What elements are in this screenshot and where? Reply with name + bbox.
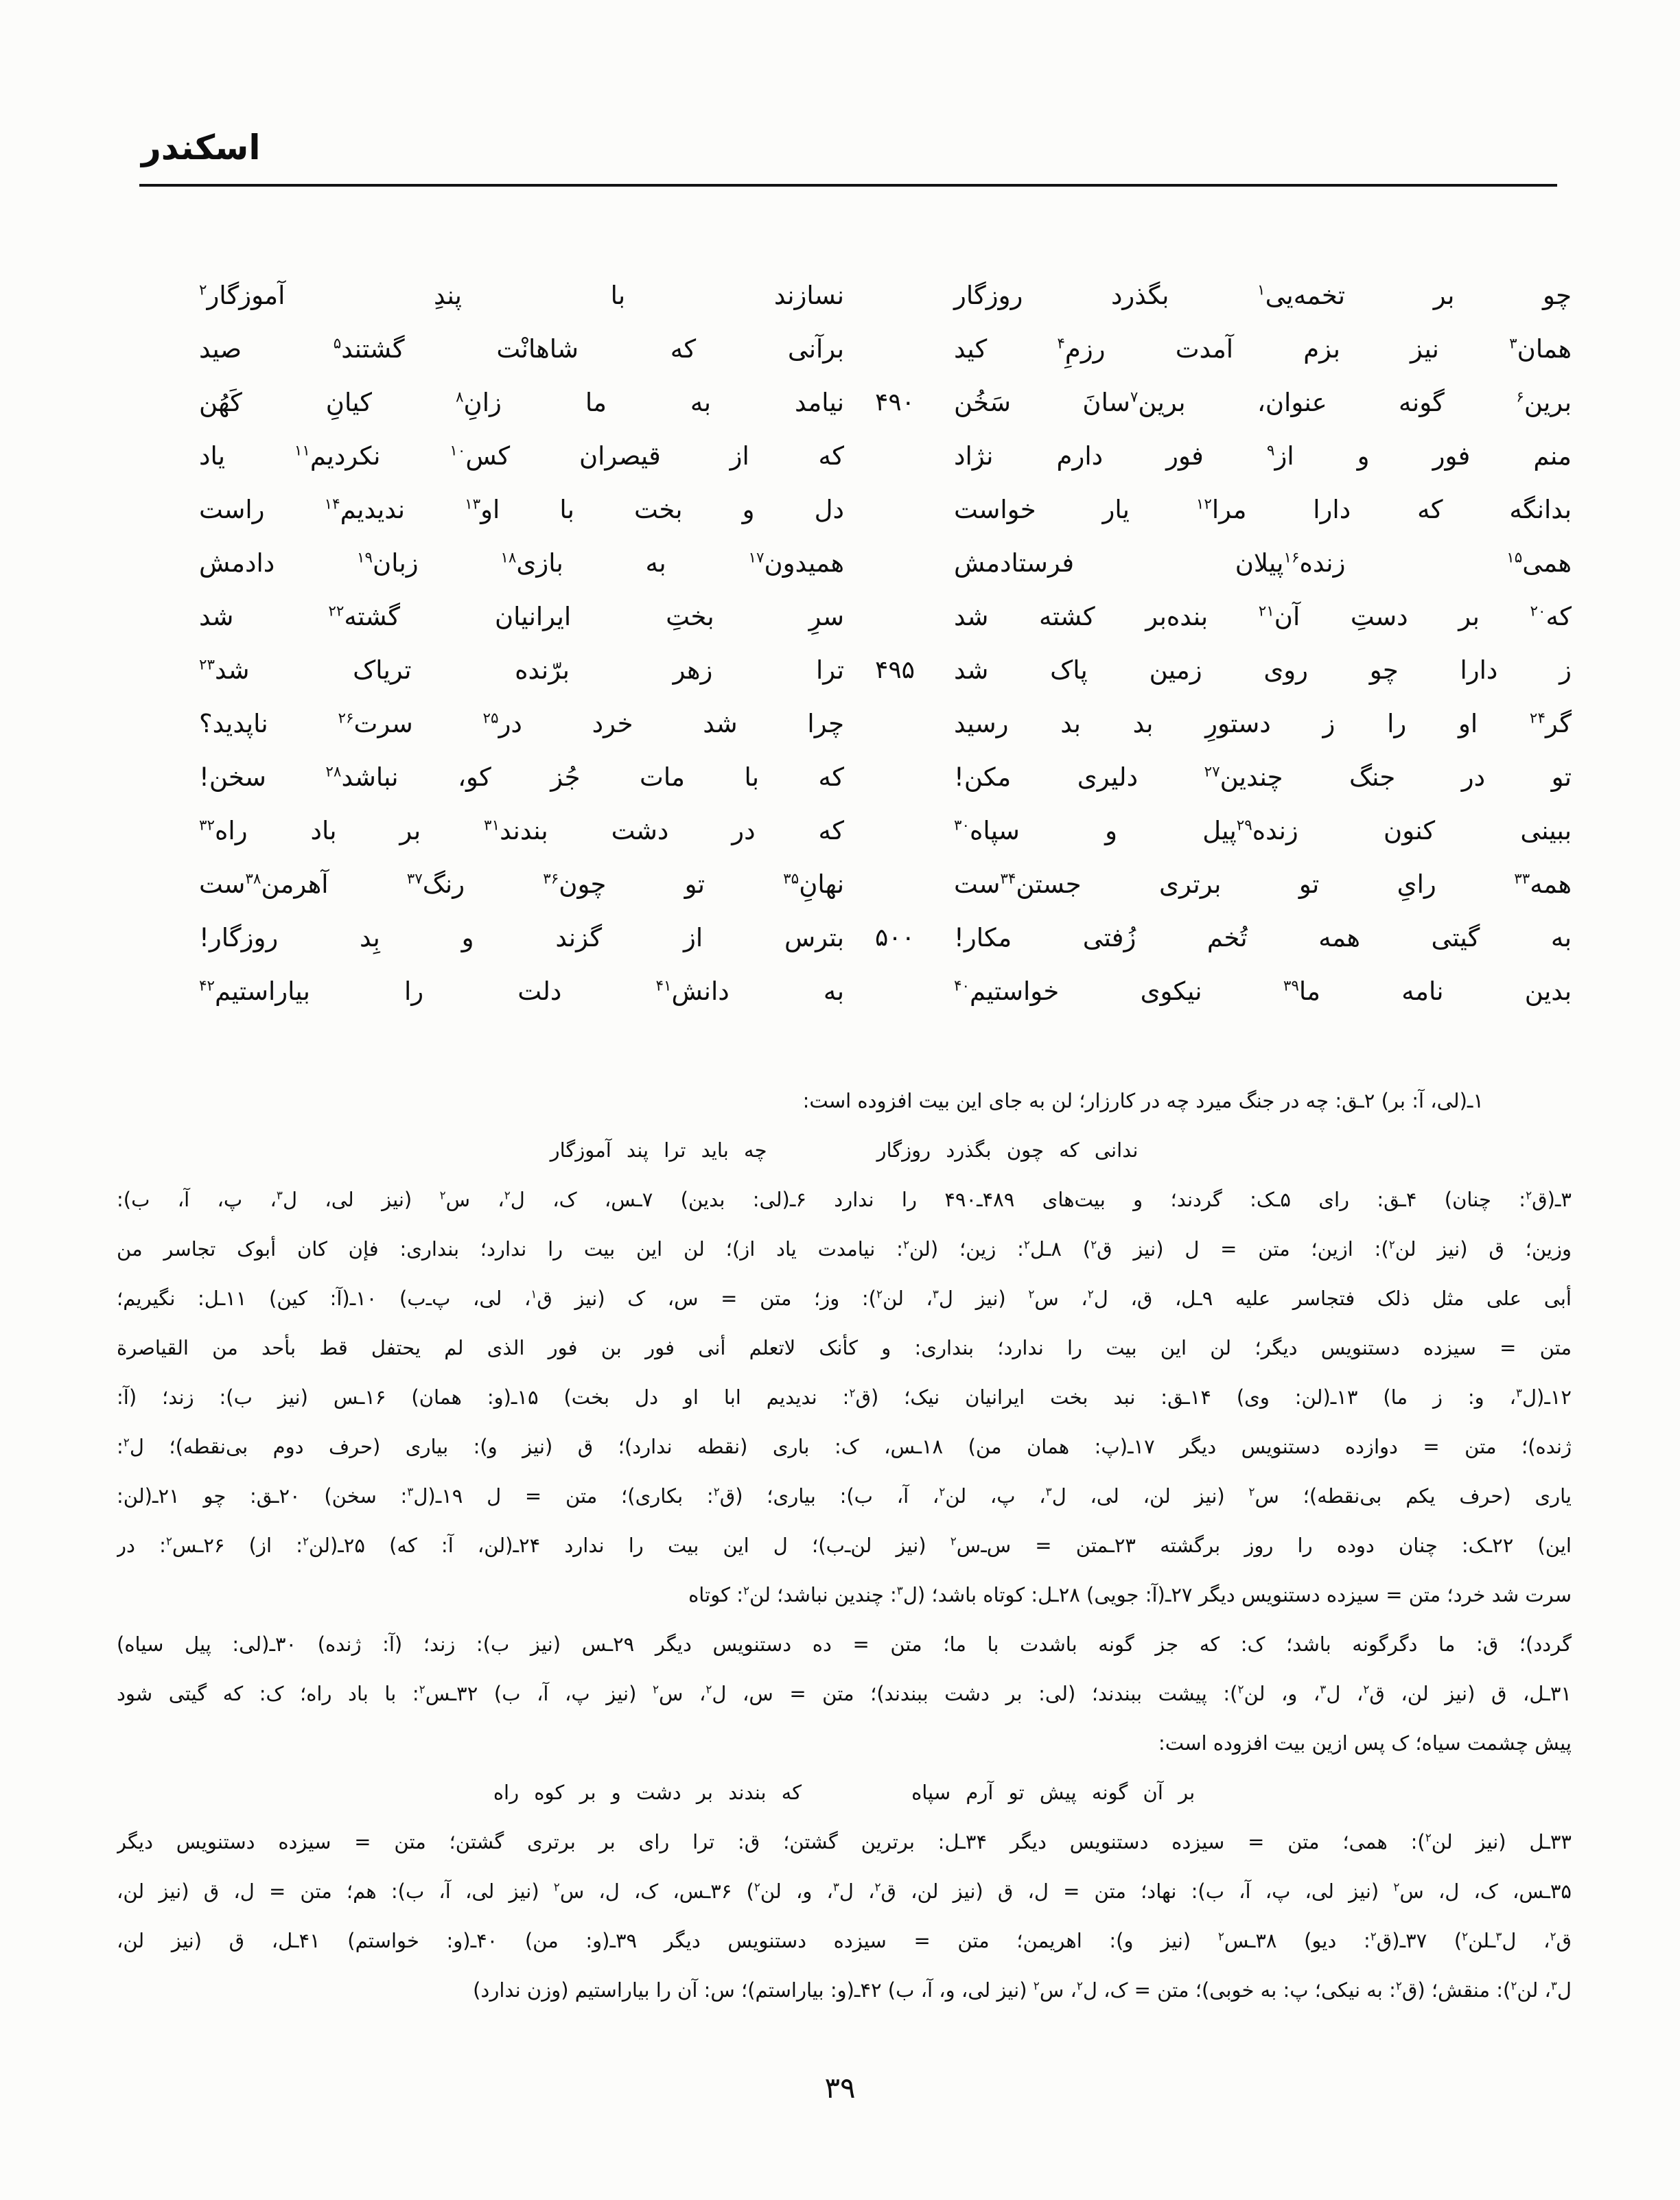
running-title: اسکندر — [141, 128, 261, 167]
footnote-line: متن = سیزده دستنویس دیگر؛ لن این بیت را ندارد؛ بنداری: و کأنک لاتعلم أنی فور بن فور الذی لم یحتفل قط بأحد من القیاصرة — [117, 1336, 1572, 1359]
footnote-line: ق$^۲$، ل$^۳$ـلن$^۲$) ۳۷ـ(ق$^۲$: دیو) ۳۸ـس$^۲$ (نیز و): اهریمن؛ متن = سیزده دستنویس دیگر ۳۹ـ(و: من) ۴۰ـ(و: خواستم) ۴۱ـل، ق (نیز لن، — [117, 1929, 1572, 1952]
couplet-row — [0, 590, 1680, 644]
couplet-row — [0, 858, 1680, 911]
couplet-row — [0, 911, 1680, 965]
header-divider — [139, 184, 1557, 187]
couplet-row — [0, 965, 1680, 1018]
footnote-line: أبی علی مثل ذلک فتجاسر علیه ۹ـل، ق، ل$^۲$، س$^۲$ (نیز ل$^۳$، لن$^۲$): وز؛ متن = س، ک (نیز ق$^۱$، لی، پ‌ـ‌ب) ۱۰ـ(آ: کین) ۱۱ـل: نگیریم؛ — [117, 1287, 1572, 1310]
footnote-line: ژنده)؛ متن = دوازده دستنویس دیگر ۱۷ـ(پ: همان من) ۱۸ـس، ک: باری (نقطه ندارد)؛ ق (نیز و): بیاری (حرف دوم بی‌نقطه)؛ ل$^۲$: — [117, 1435, 1572, 1458]
hemistich-second: همیدون$^{۱۷}$ به بازی$^{۱۸}$ زبان$^{۱۹}$ دادمش — [199, 548, 845, 578]
couplet-row — [0, 430, 1680, 483]
hemistich-first: گر$^{۲۴}$ او را ز دستورِ بد بد رسید — [954, 709, 1572, 738]
hemistich-first: بدانگه که دارا مرا$^{۱۲}$ یار خواست — [954, 495, 1572, 524]
hemistich-second: ترا زهر برّنده تریاک شد$^{۲۳}$ — [199, 655, 844, 685]
footnote-line: گردد)؛ ق: ما دگرگونه باشد؛ ک: که جز گونه باشدت با ما؛ متن = ده دستنویس دیگر ۲۹ـس (نیز ب): زند؛ (آ: ژنده) ۳۰ـ(لی: پیل سیاه) — [117, 1633, 1572, 1656]
footnote-line: ۱۲ـ(ل$^۳$، و: ز ما) ۱۳ـ(لن: وی) ۱۴ـق: نبد بخت ایرانیان نیک؛ (ق$^۲$: ندیدیم ابا او دل بخت) ۱۵ـ(و: همان) ۱۶ـس (نیز ب): زند؛ (آ: — [117, 1385, 1572, 1409]
footnote-inserted-verse — [117, 1125, 1572, 1175]
footnote-line: ۳۳ـل (نیز لن$^۲$): همی؛ متن = سیزده دستنویس دیگر ۳۴ـل: برترین گشتن؛ ق: ترا رای بر برتری گشتن؛ متن = سیزده دستنویس دیگر — [117, 1830, 1572, 1853]
hemistich-second: چه باید ترا پند آموزگار — [550, 1138, 767, 1162]
hemistich-second: بترس از گزند و بِد روزگار! — [199, 923, 844, 952]
couplet-row — [0, 269, 1680, 323]
hemistich-second: چرا شد خرد در$^{۲۵}$ سرت$^{۲۶}$ ناپدید؟ — [199, 709, 844, 738]
couplet-row — [0, 537, 1680, 590]
couplet-row — [0, 376, 1680, 430]
hemistich-second: که بندند بر دشت و بر کوه راه — [493, 1781, 802, 1804]
page-number: ۳۹ — [824, 2071, 856, 2105]
hemistich-first: چو بر تخمه‌یی$^۱$ بگذرد روزگار — [954, 281, 1572, 310]
hemistich-first: تو در جنگ چندین$^{۲۷}$ دلیری مکن! — [954, 762, 1572, 792]
hemistich-second: که در دشت بندند$^{۳۱}$ بر باد راه$^{۳۲}$ — [199, 816, 845, 845]
couplet-row — [0, 323, 1680, 376]
hemistich-first: ز دارا چو روی زمین پاک شد — [954, 655, 1572, 685]
footnote-line: این) ۲۲ـک: چنان دوده را روز برگشته ۲۳ـمتن = س‌ـ‌س$^۲$ (نیز لن‌ـ‌ب)؛ ل این بیت را ندارد ۲۴ـ(لن، آ: که) ۲۵ـ(لن$^۲$: از) ۲۶ـس$^۲$: در — [117, 1534, 1572, 1557]
hemistich-second: نیامد به ما زانِ$^۸$ کیانِ کَهُن — [199, 388, 844, 417]
footnote-line: سرت شد خرد؛ متن = سیزده دستنویس دیگر ۲۷ـ(آ: جویی) ۲۸ـل: کوتاه باشد؛ (ل$^۳$: چندین نباشد؛ لن$^۲$: کوتاه — [688, 1583, 1572, 1606]
verse-number: ۴۹۵ — [874, 656, 915, 684]
poem-section — [0, 269, 1680, 1018]
hemistich-first: ندانی که چون بگذرد روزگار — [876, 1138, 1139, 1162]
hemistich-second: که با مات جُز کو، نباشد$^{۲۸}$ سخن! — [199, 762, 844, 792]
couplet-row — [0, 751, 1680, 804]
hemistich-first: ببینی کنون زنده$^{۲۹}$پیل و سپاه$^{۳۰}$ — [954, 816, 1572, 845]
footnote-line: یاری (حرف یکم بی‌نقطه)؛ س$^۲$ (نیز لن، لی، ل$^۳$، پ، لن$^۲$، آ، ب): بیاری؛ (ق$^۲$: بکاری)؛ متن = ل ۱۹ـ(ل$^۳$: سخن) ۲۰ـق: چو ۲۱ـ(لن: — [117, 1484, 1572, 1508]
hemistich-second: برآنی که شاهانْت گشتند$^۵$ صید — [199, 334, 845, 364]
hemistich-second: نهانِ$^{۳۵}$ تو چون$^{۳۶}$ رنگ$^{۳۷}$ آهرمن$^{۳۸}$ست — [199, 869, 844, 899]
couplet-row — [0, 644, 1680, 697]
hemistich-first: همه$^{۳۳}$ رایِ تو برتری جستن$^{۳۴}$ست — [954, 869, 1572, 899]
hemistich-second: که از قیصران کس$^{۱۰}$ نکردیم$^{۱۱}$ یاد — [199, 441, 844, 471]
verse-number: ۴۹۰ — [874, 388, 915, 417]
footnote-line: وزین؛ ق (نیز لن$^۲$): ازین؛ متن = ل (نیز ق$^۲$) ۸ـل$^۲$: زین؛ (لن$^۲$: نیامدت یاد از)؛ لن این بیت را ندارد؛ بنداری: فإن کان أبوک تجاسر من — [117, 1237, 1572, 1261]
hemistich-first: همان$^۳$ نیز بزم آمدت رزمِ$^۴$ کید — [954, 334, 1572, 364]
hemistich-first: منم فور و از$^۹$ فور دارم نژاد — [954, 441, 1572, 471]
hemistich-first: بدین نامه ما$^{۳۹}$ نیکوی خواستیم$^{۴۰}$ — [954, 976, 1572, 1006]
critical-apparatus — [117, 1076, 1572, 2015]
hemistich-second: نسازند با پندِ آموزگار$^۲$ — [199, 281, 844, 310]
footnote-line: ۳۵ـس، ک، ل، س$^۲$ (نیز لی، پ، آ، ب): نهاد؛ متن = ل، ق (نیز لن، ق$^۲$، ل$^۳$، و، لن$^۲$) ۳۶ـس، ک، ل، س$^۲$ (نیز لی، آ، ب): هم؛ متن = ل، ق (نیز لن، — [117, 1880, 1572, 1903]
footnote-inserted-verse — [117, 1768, 1572, 1817]
couplet-row — [0, 697, 1680, 751]
hemistich-second: به دانش$^{۴۱}$ دلت را بیاراستیم$^{۴۲}$ — [199, 976, 844, 1006]
hemistich-first: همی$^{۱۵}$ زنده$^{۱۶}$پیلان فرستادمش — [954, 548, 1572, 578]
hemistich-first: به گیتی همه تُخم زُفتی مکار! — [954, 923, 1572, 952]
hemistich-first: برین$^۶$ گونه عنوان، برین$^۷$سانَ سَخُن — [954, 388, 1572, 417]
couplet-row — [0, 804, 1680, 858]
couplet-row — [0, 483, 1680, 537]
footnote-line: پیش چشمت سیاه؛ ک پس ازین بیت افزوده است: — [1158, 1731, 1572, 1755]
verse-number: ۵۰۰ — [874, 924, 915, 952]
hemistich-second: دل و بخت با او$^{۱۳}$ ندیدیم$^{۱۴}$ راست — [199, 495, 844, 524]
hemistich-first: که$^{۲۰}$ بر دستِ آن$^{۲۱}$ بنده‌بر کشته شد — [954, 602, 1572, 631]
footnote-line: ۳ـ(ق$^۲$: چنان) ۴ـق: رای ۵ـک: گردند؛ و بیت‌های ۴۸۹ـ۴۹۰ را ندارد ۶ـ(لی: بدین) ۷ـس، ک، ل$^۲$، س$^۲$ (نیز لی، ل$^۳$، پ، آ، ب): — [117, 1188, 1572, 1211]
hemistich-second: سرِ بختِ ایرانیان گشته$^{۲۲}$ شد — [199, 602, 844, 631]
footnote-line: ۱ـ(لی، آ: بر) ۲ـق: چه در جنگ میرد چه در کارزار؛ لن به جای این بیت افزوده است: — [802, 1089, 1484, 1112]
footnote-line: ل$^۳$، لن$^۲$): منقش؛ (ق$^۲$: به نیکی؛ پ: به خوبی)؛ متن = ک، ل$^۲$، س$^۲$ (نیز لی، و، آ، ب) ۴۲ـ(و: بیاراستم)؛ س: آن را بیاراستیم (وزن ندارد) — [473, 1978, 1572, 2002]
hemistich-first: بر آن گونه پیش تو آرم سپاه — [911, 1781, 1195, 1804]
footnote-line: ۳۱ـل، ق (نیز لن، ق$^۲$، ل$^۳$، و، لن$^۲$): پیشت ببندند؛ (لی: بر دشت ببندند)؛ متن = س، ل$^۲$، س$^۲$ (نیز پ، آ، ب) ۳۲ـس$^۲$: با باد راه؛ ک: که گیتی شود — [117, 1682, 1572, 1705]
